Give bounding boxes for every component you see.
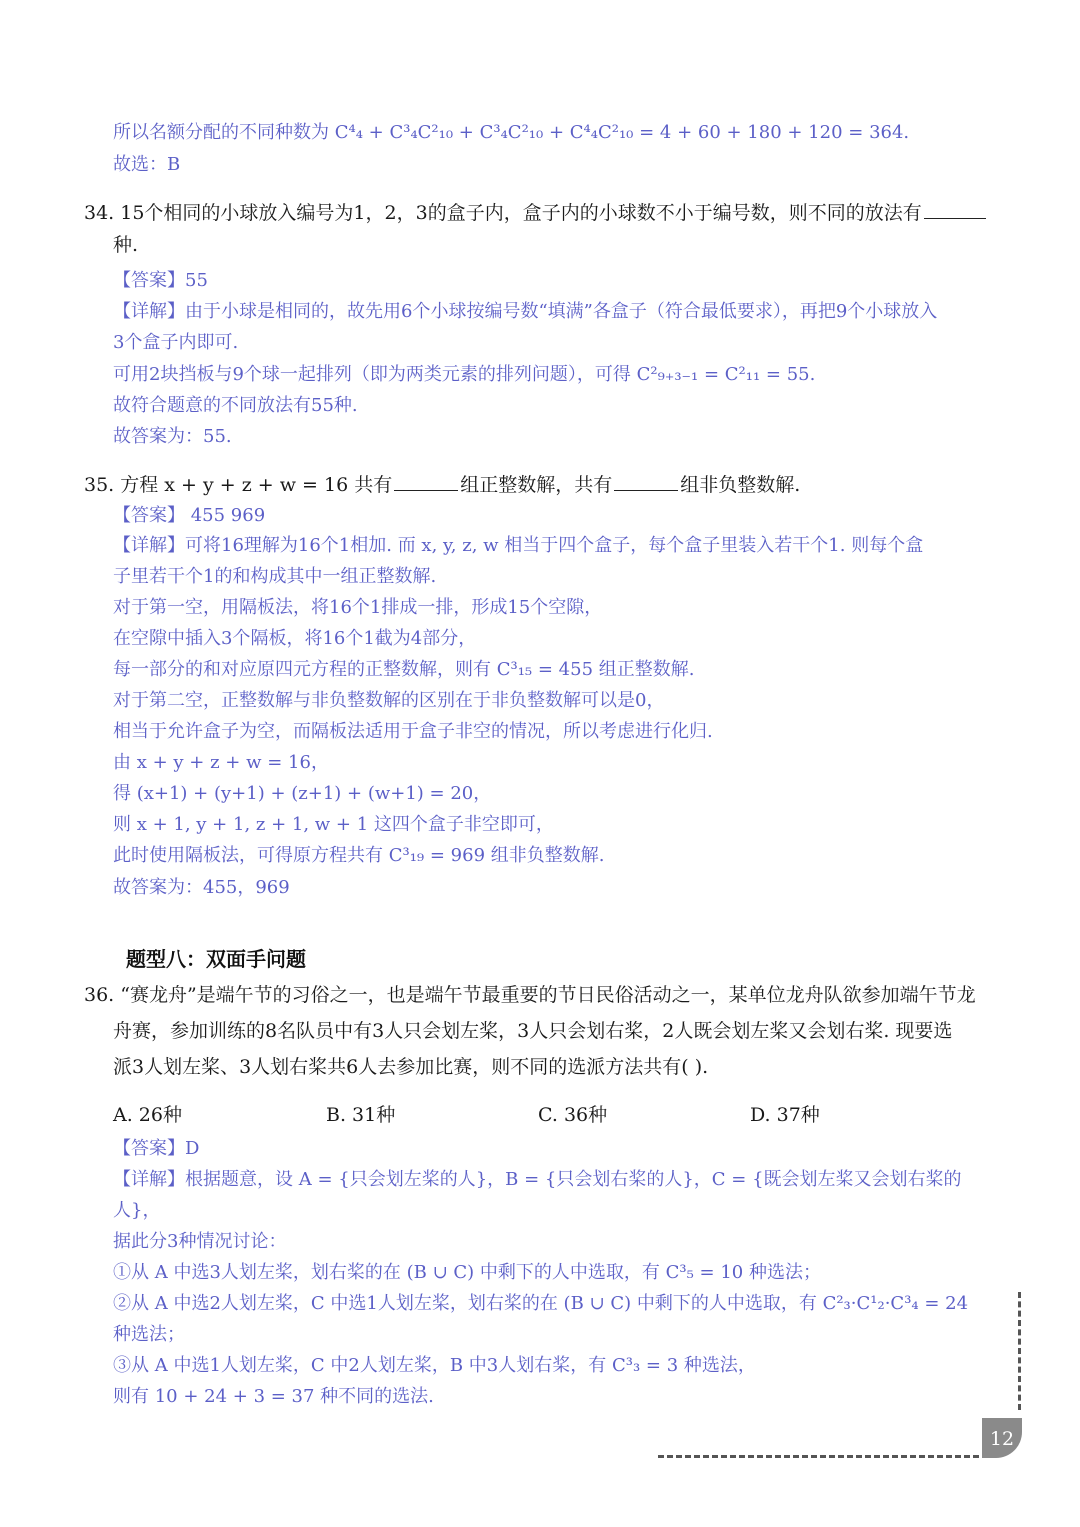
answer-line: 【答案】55 <box>113 270 208 291</box>
solution-line: 子里若干个1的和构成其中一组正整数解. <box>113 566 437 587</box>
solution-line: ①从 A 中选3人划左桨，划右桨的在 (B ∪ C) 中剩下的人中选取，有 C³₅ = 10 种选法； <box>113 1262 821 1283</box>
answer-line: 【答案】 455 969 <box>113 505 266 526</box>
solution-line: 故符合题意的不同放法有55种. <box>113 395 358 416</box>
solution-line: 则有 10 + 24 + 3 = 37 种不同的选法. <box>113 1386 434 1407</box>
solution-line: 故选：B <box>113 154 181 175</box>
solution-line: 可用2块挡板与9个球一起排列（即为两类元素的排列问题），可得 C²₉₊₃₋₁ = C²₁₁ = 55. <box>113 364 816 385</box>
section-heading: 题型八：双面手问题 <box>126 947 306 971</box>
question-text: 派3人划左桨、3人划右桨共6人去参加比赛，则不同的选派方法共有( ). <box>113 1056 709 1078</box>
question-text: 种. <box>113 234 139 256</box>
choice-d: D. 37种 <box>750 1104 820 1126</box>
question-text: 35. 方程 x + y + z + w = 16 共有 <box>84 474 393 496</box>
solution-line: 据此分3种情况讨论： <box>113 1231 287 1252</box>
solution-line: 相当于允许盒子为空，而隔板法适用于盒子非空的情况，所以考虑进行化归. <box>113 721 713 742</box>
solution-line: 故答案为：55. <box>113 426 232 447</box>
solution-line: 由 x + y + z + w = 16， <box>113 752 329 773</box>
solution-line: 所以名额分配的不同种数为 C⁴₄ + C³₄C²₁₀ + C³₄C²₁₀ + C⁴₄C²₁₀ = 4 + 60 + 180 + 120 = 364. <box>113 122 910 143</box>
dashed-border-right <box>1018 1292 1021 1410</box>
solution-line: 【详解】由于小球是相同的，故先用6个小球按编号数“填满”各盒子（符合最低要求），再把9个小球放入 <box>113 301 938 322</box>
question-35 <box>84 472 800 495</box>
choice-c: C. 36种 <box>538 1104 608 1126</box>
page-number: 12 <box>989 1428 1015 1450</box>
solution-line: 此时使用隔板法，可得原方程共有 C³₁₉ = 969 组非负整数解. <box>113 845 605 866</box>
question-text: 36. “赛龙舟”是端午节的习俗之一，也是端午节最重要的节日民俗活动之一，某单位龙舟队欲参加端午节龙 <box>84 984 976 1006</box>
solution-line: 种选法； <box>113 1324 185 1345</box>
solution-line: 3个盒子内即可. <box>113 332 239 353</box>
solution-line: 对于第二空，正整数解与非负整数解的区别在于非负整数解可以是0， <box>113 690 665 711</box>
question-text: 34. 15个相同的小球放入编号为1，2，3的盒子内，盒子内的小球数不小于编号数，则不同的放法有 <box>84 202 922 224</box>
choice-a: A. 26种 <box>113 1104 182 1126</box>
question-text: 组非负整数解. <box>680 474 801 496</box>
solution-line: 人}， <box>113 1200 161 1221</box>
solution-line: 则 x + 1, y + 1, z + 1, w + 1 这四个盒子非空即可， <box>113 814 554 835</box>
solution-line: 故答案为：455，969 <box>113 877 290 898</box>
question-text: 组正整数解，共有 <box>460 474 613 496</box>
answer-blank <box>394 472 458 491</box>
solution-line: 【详解】根据题意，设 A = {只会划左桨的人}，B = {只会划右桨的人}，C = {既会划左桨又会划右桨的 <box>113 1169 962 1190</box>
solution-line: 每一部分的和对应原四元方程的正整数解，则有 C³₁₅ = 455 组正整数解. <box>113 659 695 680</box>
solution-line: 对于第一空，用隔板法，将16个1排成一排，形成15个空隙， <box>113 597 603 618</box>
dashed-border-bottom <box>658 1455 988 1458</box>
solution-line: ③从 A 中选1人划左桨，C 中2人划左桨，B 中3人划右桨，有 C³₃ = 3 种选法， <box>113 1355 756 1376</box>
answer-line: 【答案】D <box>113 1138 200 1159</box>
solution-line: 【详解】可将16理解为16个1相加. 而 x, y, z, w 相当于四个盒子，每个盒子里装入若干个1. 则每个盒 <box>113 535 924 556</box>
question-text: 舟赛，参加训练的8名队员中有3人只会划左桨，3人只会划右桨，2人既会划左桨又会划右桨. 现要选 <box>113 1020 953 1042</box>
answer-blank <box>614 472 678 491</box>
answer-blank <box>924 200 986 219</box>
solution-line: ②从 A 中选2人划左桨，C 中选1人划左桨，划右桨的在 (B ∪ C) 中剩下的人中选取，有 C²₃·C¹₂·C³₄ = 24 <box>113 1293 969 1314</box>
solution-line: 在空隙中插入3个隔板，将16个1截为4部分， <box>113 628 477 649</box>
solution-line: 得 (x+1) + (y+1) + (z+1) + (w+1) = 20， <box>113 783 492 804</box>
question-34 <box>84 200 988 223</box>
choice-b: B. 31种 <box>326 1104 396 1126</box>
